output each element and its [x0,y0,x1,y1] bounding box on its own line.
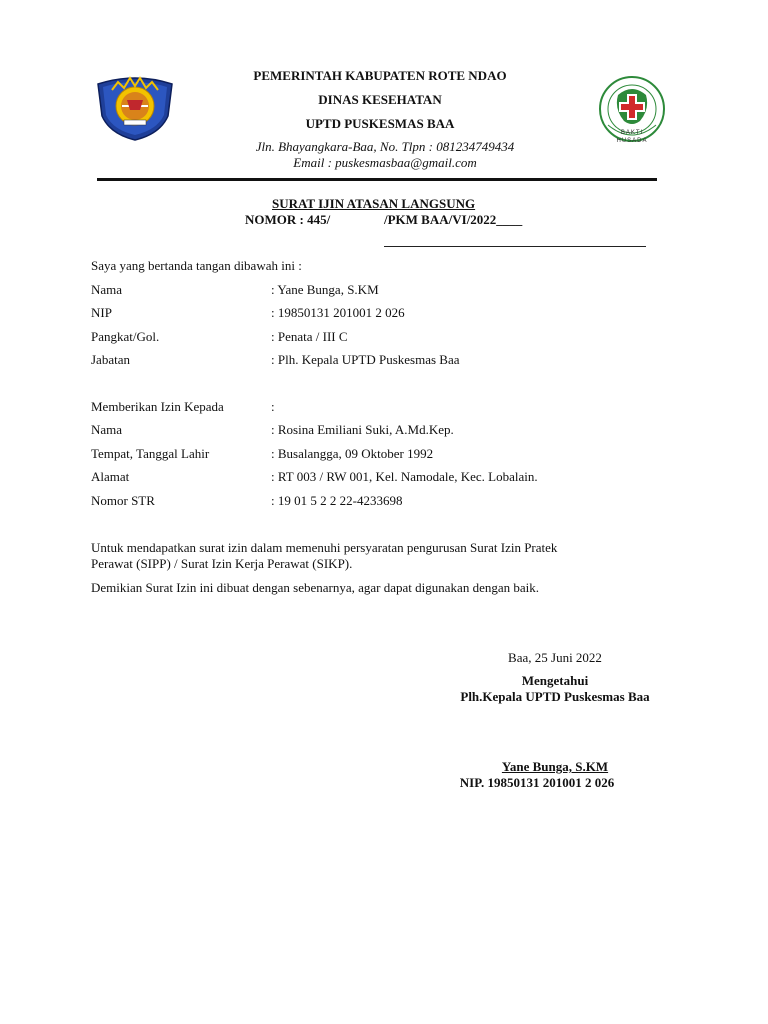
signer-nip-value: : 19850131 201001 2 026 [271,305,405,320]
signer-position-title: Plh.Kepala UPTD Puskesmas Baa [460,689,650,704]
letter-number-suffix: /PKM BAA/VI/2022____ [384,212,523,227]
number-underline [384,246,646,247]
signer-name-value: : Yane Bunga, S.KM [271,282,379,297]
acknowledged-label: Mengetahui [521,673,589,688]
signer-rank-value: : Penata / III C [271,329,348,344]
signer-nip-label: NIP [91,305,112,320]
grantee-str-value: : 19 01 5 2 2 22-4233698 [271,493,403,508]
letterhead-unit: UPTD PUSKESMAS BAA [305,116,455,131]
letterhead-department: DINAS KESEHATAN [318,92,442,107]
right-logo-text: BAKTI HUSADA [616,130,648,144]
letterhead-address: Jln. Bhayangkara-Baa, No. Tlpn : 081234749434 [255,139,515,154]
grantee-heading-colon: : [271,399,275,414]
intro-text: Saya yang bertanda tangan dibawah ini : [91,258,302,273]
letter-title: SURAT IJIN ATASAN LANGSUNG [272,196,476,211]
signer-position-value: : Plh. Kepala UPTD Puskesmas Baa [271,352,460,367]
purpose-line-1: Untuk mendapatkan surat izin dalam memenuhi persyaratan pengurusan Surat Izin Pratek [91,540,558,555]
grantee-birth-label: Tempat, Tanggal Lahir [91,446,210,461]
signer-position-label: Jabatan [91,352,130,367]
closing-statement: Demikian Surat Izin ini dibuat dengan sebenarnya, agar dapat digunakan dengan baik. [91,580,539,595]
purpose-line-2: Perawat (SIPP) / Surat Izin Kerja Perawat (SIKP). [91,556,353,571]
grantee-birth-value: : Busalangga, 09 Oktober 1992 [271,446,434,461]
signer-signature-nip: NIP. 19850131 201001 2 026 [459,775,615,790]
grantee-address-value: : RT 003 / RW 001, Kel. Namodale, Kec. Lobalain. [271,469,538,484]
signer-rank-label: Pangkat/Gol. [91,329,160,344]
bakti-husada-logo-icon [594,75,670,147]
letter-number-prefix: NOMOR : 445/ [245,212,331,227]
rote-ndao-regency-emblem-icon [94,70,176,142]
signer-signature-name: Yane Bunga, S.KM [501,759,609,774]
letterhead-divider [97,178,657,181]
grantee-name-value: : Rosina Emiliani Suki, A.Md.Kep. [271,422,454,437]
grantee-name-label: Nama [91,422,123,437]
grantee-address-label: Alamat [91,469,130,484]
letterhead-email: Email : puskesmasbaa@gmail.com [293,155,477,170]
letterhead-government: PEMERINTAH KABUPATEN ROTE NDAO [253,68,507,83]
place-date: Baa, 25 Juni 2022 [508,650,602,665]
grantee-str-label: Nomor STR [91,493,155,508]
signer-name-label: Nama [91,282,123,297]
grantee-heading: Memberikan Izin Kepada [91,399,224,414]
